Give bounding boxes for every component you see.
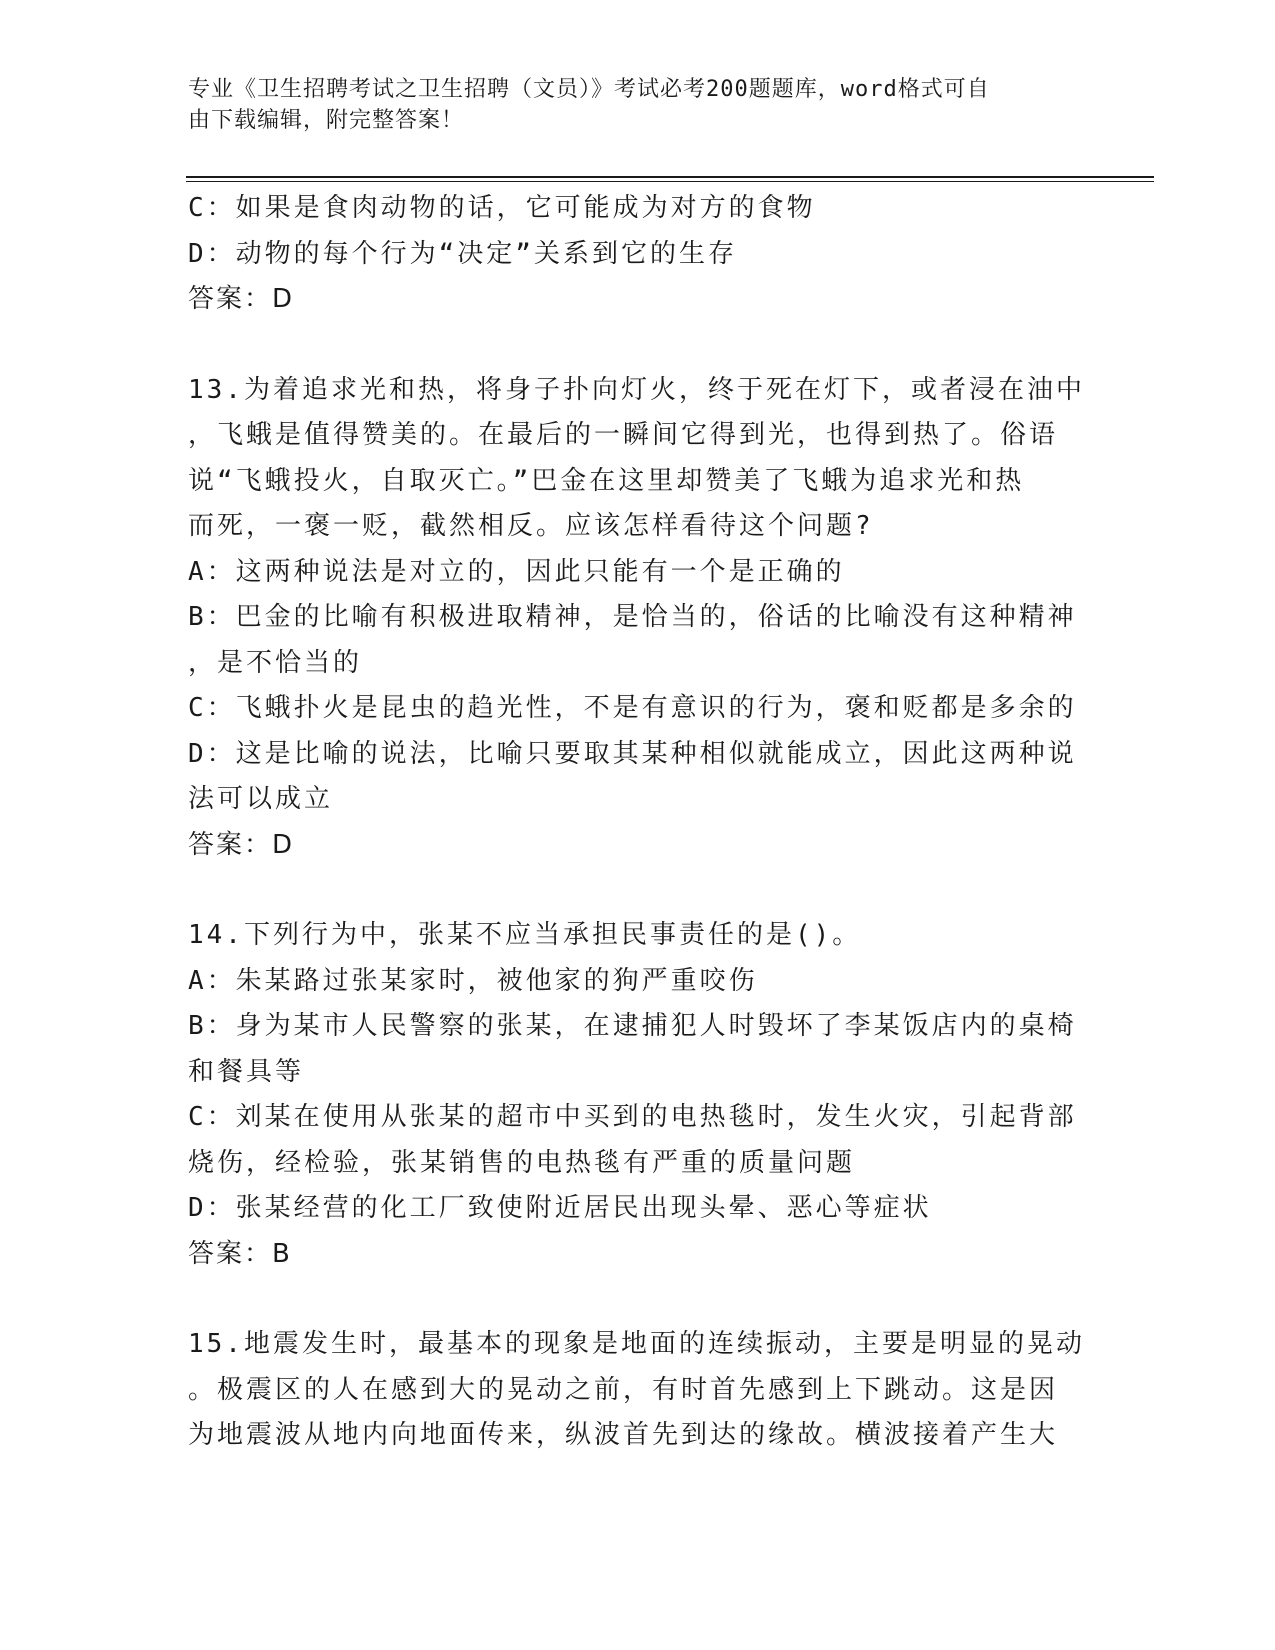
question-stem-line: 。极震区的人在感到大的晃动之前，有时首先感到上下跳动。这是因 [188,1374,1059,1405]
question-stem-line: 说“飞蛾投火，自取灭亡。”巴金在这里却赞美了飞蛾为追求光和热 [188,465,1025,496]
option-d-line: 法可以成立 [188,784,334,814]
question-stem-line: 14.下列行为中，张某不应当承担民事责任的是()。 [188,920,862,950]
question-13 [188,368,1085,869]
option-d: D：动物的每个行为“决定”关系到它的生存 [188,238,737,269]
question-12 [188,186,1068,323]
header-divider-thick [186,176,1154,178]
question-spacer [188,868,1068,913]
question-spacer [188,323,1068,368]
option-d: D：张某经营的化工厂致使附近居民出现头晕、恶心等症状 [188,1193,932,1223]
answer-line: 答案：D [188,829,295,860]
question-list [188,186,1085,1459]
question-stem-line: 13.为着追求光和热，将身子扑向灯火，终于死在灯下，或者浸在油中 [188,374,1085,405]
option-c-line: C：刘某在使用从张某的超市中买到的电热毯时，发生火灾，引起背部 [188,1102,1077,1132]
question-14 [188,913,1077,1277]
option-b-line: ，是不恰当的 [188,647,363,678]
page-header [188,74,1068,136]
option-b-line: B：巴金的比喻有积极进取精神，是恰当的，俗话的比喻没有这种精神 [188,602,1077,632]
header-line-2: 由下载编辑，附完整答案！ [188,108,465,133]
option-a: A：朱某路过张某家时，被他家的狗严重咬伤 [188,965,758,996]
option-c-line: 烧伤，经检验，张某销售的电热毯有严重的质量问题 [188,1147,856,1178]
question-stem-line: 为地震波从地内向地面传来，纵波首先到达的缘故。横波接着产生大 [188,1420,1059,1450]
question-spacer [188,1277,1068,1322]
option-b-line: B：身为某市人民警察的张某，在逮捕犯人时毁坏了李某饭店内的桌椅 [188,1011,1077,1041]
question-stem-line: 15.地震发生时，最基本的现象是地面的连续振动，主要是明显的晃动 [188,1329,1085,1359]
option-b-line: 和餐具等 [188,1056,305,1087]
answer-line: 答案：D [188,284,295,314]
option-a: A：这两种说法是对立的，因此只能有一个是正确的 [188,556,845,587]
question-15 [188,1322,1085,1459]
option-c: C：飞蛾扑火是昆虫的趋光性，不是有意识的行为，褒和贬都是多余的 [188,693,1077,723]
option-d-line: D：这是比喻的说法，比喻只要取其某种相似就能成立，因此这两种说 [188,738,1077,769]
header-line-1: 专业《卫生招聘考试之卫生招聘（文员）》考试必考200题题库，word格式可自 [188,77,990,102]
question-stem-line: ，飞蛾是值得赞美的。在最后的一瞬间它得到光，也得到热了。俗语 [188,420,1059,450]
answer-line: 答案：B [188,1238,292,1269]
header-divider-thin [186,181,1154,182]
option-c: C：如果是食肉动物的话，它可能成为对方的食物 [188,193,816,223]
question-stem-line: 而死，一褒一贬，截然相反。应该怎样看待这个问题? [188,511,874,541]
